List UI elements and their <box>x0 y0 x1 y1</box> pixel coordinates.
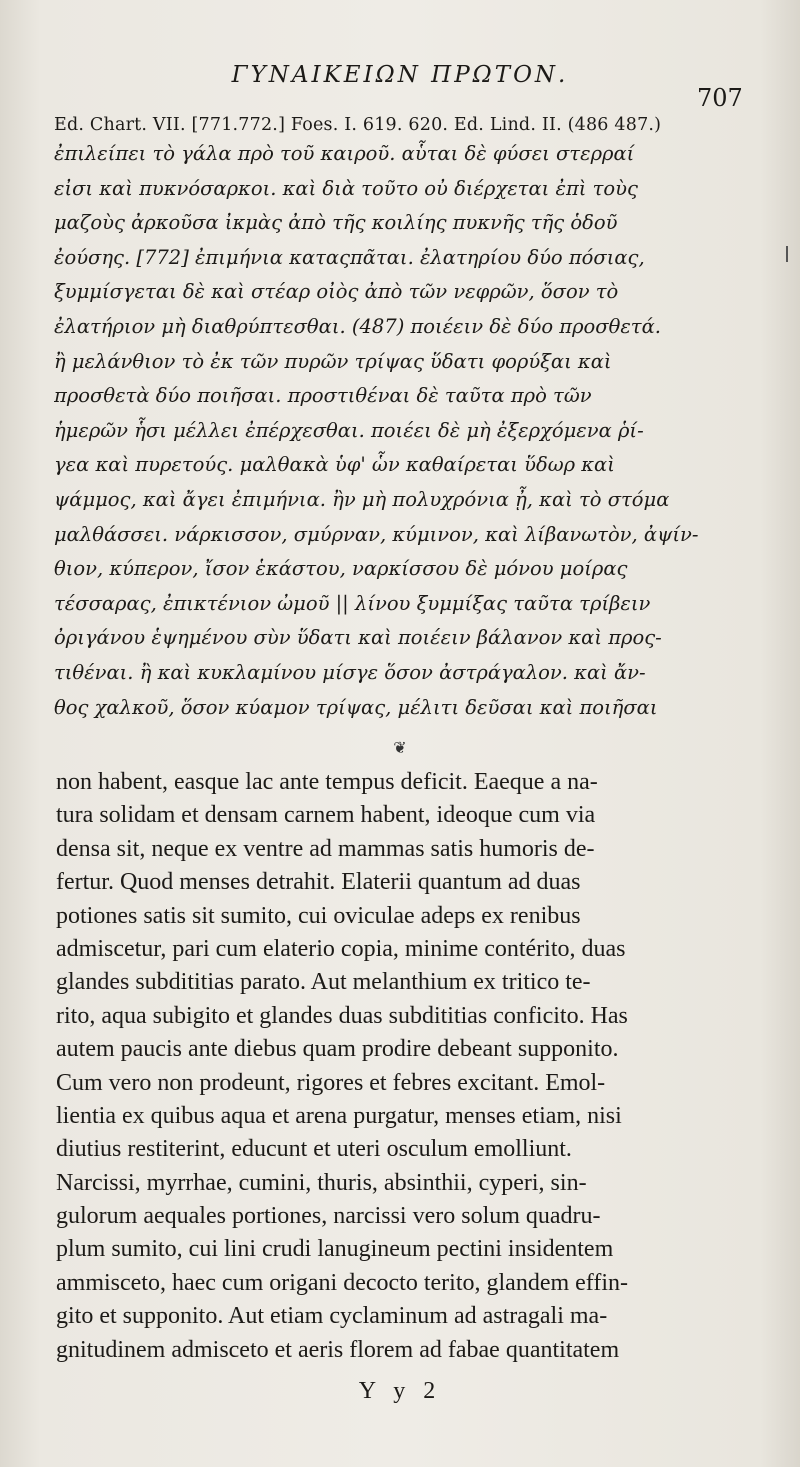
latin-line: fertur. Quod menses detrahit. Elaterii quantum ad duas <box>56 869 581 896</box>
greek-line: ὀριγάνου ἑψημένου σὺν ὕδατι καὶ ποιέειν βάλανον καὶ προς- <box>54 626 662 650</box>
latin-line: gulorum aequales portiones, narcissi vero solum quadru- <box>56 1203 601 1230</box>
greek-line: γεα καὶ πυρετούς. μαλθακὰ ὑφ' ὧν καθαίρεται ὕδωρ καὶ <box>54 453 615 477</box>
greek-line: θος χαλκοῦ, ὅσον κύαμον τρίψας, μέλιτι δεῦσαι καὶ ποιῆσαι <box>54 695 658 719</box>
greek-line: τιθέναι. ἢ καὶ κυκλαμίνου μίσγε ὅσον ἀστράγαλον. καὶ ἄν- <box>54 660 646 684</box>
latin-text-block <box>56 766 756 1367</box>
latin-line: diutius restiterint, educunt et uteri osculum emolliunt. <box>56 1136 572 1163</box>
page-number: 707 <box>697 84 743 112</box>
latin-line: gnitudinem admisceto et aeris florem ad fabae quantitatem <box>56 1336 620 1363</box>
latin-line: autem paucis ante diebus quam prodire debeant supponito. <box>56 1036 619 1063</box>
greek-text-block <box>54 137 754 725</box>
latin-line: potiones satis sit sumito, cui oviculae adeps ex renibus <box>56 902 581 929</box>
latin-line: rito, aqua subigito et glandes duas subdititias conficito. Has <box>56 1002 628 1029</box>
edition-reference: Ed. Chart. VII. [771.772.] Foes. I. 619. 620. Ed. Lind. II. (486 487.) <box>54 115 662 135</box>
greek-line: ψάμμος, καὶ ἄγει ἐπιμήνια. ἢν μὴ πολυχρόνια ᾖ, καὶ τὸ στόμα <box>54 487 670 511</box>
latin-line: lientia ex quibus aqua et arena purgatur, menses etiam, nisi <box>56 1102 622 1129</box>
greek-line: εἰσι καὶ πυκνόσαρκοι. καὶ διὰ τοῦτο οὐ διέρχεται ἐπὶ τοὺς <box>54 176 638 200</box>
latin-line: glandes subdititias parato. Aut melanthium ex tritico te- <box>56 969 591 996</box>
greek-line: ξυμμίσγεται δὲ καὶ στέαρ οἰὸς ἀπὸ τῶν νεφρῶν, ὅσον τὸ <box>54 280 619 304</box>
greek-line: ἡμερῶν ἧσι μέλλει ἐπέρχεσθαι. ποιέει δὲ μὴ ἐξερχόμενα ῥί- <box>54 418 644 442</box>
greek-line: προσθετὰ δύο ποιῆσαι. προστιθέναι δὲ ταῦτα πρὸ τῶν <box>54 384 592 408</box>
latin-line: gito et supponito. Aut etiam cyclaminum ad astragali ma- <box>56 1303 608 1330</box>
latin-line: admiscetur, pari cum elaterio copia, minime contérito, duas <box>56 935 626 962</box>
latin-line: densa sit, neque ex ventre ad mammas satis humoris de- <box>56 835 595 862</box>
section-ornament: ❦ <box>393 738 407 757</box>
greek-line: ἢ μελάνθιον τὸ ἐκ τῶν πυρῶν τρίψας ὕδατι φορύξαι καὶ <box>54 349 612 373</box>
latin-line: Narcissi, myrrhae, cumini, thuris, absinthii, cyperi, sin- <box>56 1169 587 1196</box>
greek-line: ἐλατήριον μὴ διαθρύπτεσθαι. (487) ποιέειν δὲ δύο προσθετά. <box>54 314 661 338</box>
signature-mark: Y y 2 <box>358 1378 442 1404</box>
greek-line: ἐπιλείπει τὸ γάλα πρὸ τοῦ καιροῦ. αὗται δὲ φύσει στερραί <box>54 142 635 165</box>
greek-line: τέσσαρας, ἐπικτένιον ὠμοῦ || λίνου ξυμμίξας ταῦτα τρίβειν <box>54 591 651 615</box>
margin-mark <box>786 246 788 262</box>
latin-line: Cum vero non prodeunt, rigores et febres excitant. Emol- <box>56 1069 606 1096</box>
latin-line: ammisceto, haec cum origani decocto terito, glandem effin- <box>56 1269 629 1296</box>
greek-line: μαζοὺς ἀρκοῦσα ἰκμὰς ἀπὸ τῆς κοιλίης πυκνῆς τῆς ὁδοῦ <box>54 211 618 235</box>
running-head: ΓΥΝΑΙΚΕΙΩΝ ΠΡΩΤΟΝ. <box>231 62 569 88</box>
latin-line: non habent, easque lac ante tempus deficit. Eaeque a na- <box>56 769 598 795</box>
latin-line: tura solidam et densam carnem habent, ideoque cum via <box>56 802 596 829</box>
greek-line: μαλθάσσει. νάρκισσον, σμύρναν, κύμινον, καὶ λίβανωτὸν, ἀψίν- <box>54 522 699 546</box>
greek-line: ἐούσης. [772] ἐπιμήνια καταςπᾶται. ἐλατηρίου δύο πόσιας, <box>54 245 645 269</box>
greek-line: θιον, κύπερον, ἴσον ἑκάστου, ναρκίσσου δὲ μόνου μοίρας <box>54 557 628 581</box>
latin-line: plum sumito, cui lini crudi lanugineum pectini insidentem <box>56 1236 614 1263</box>
